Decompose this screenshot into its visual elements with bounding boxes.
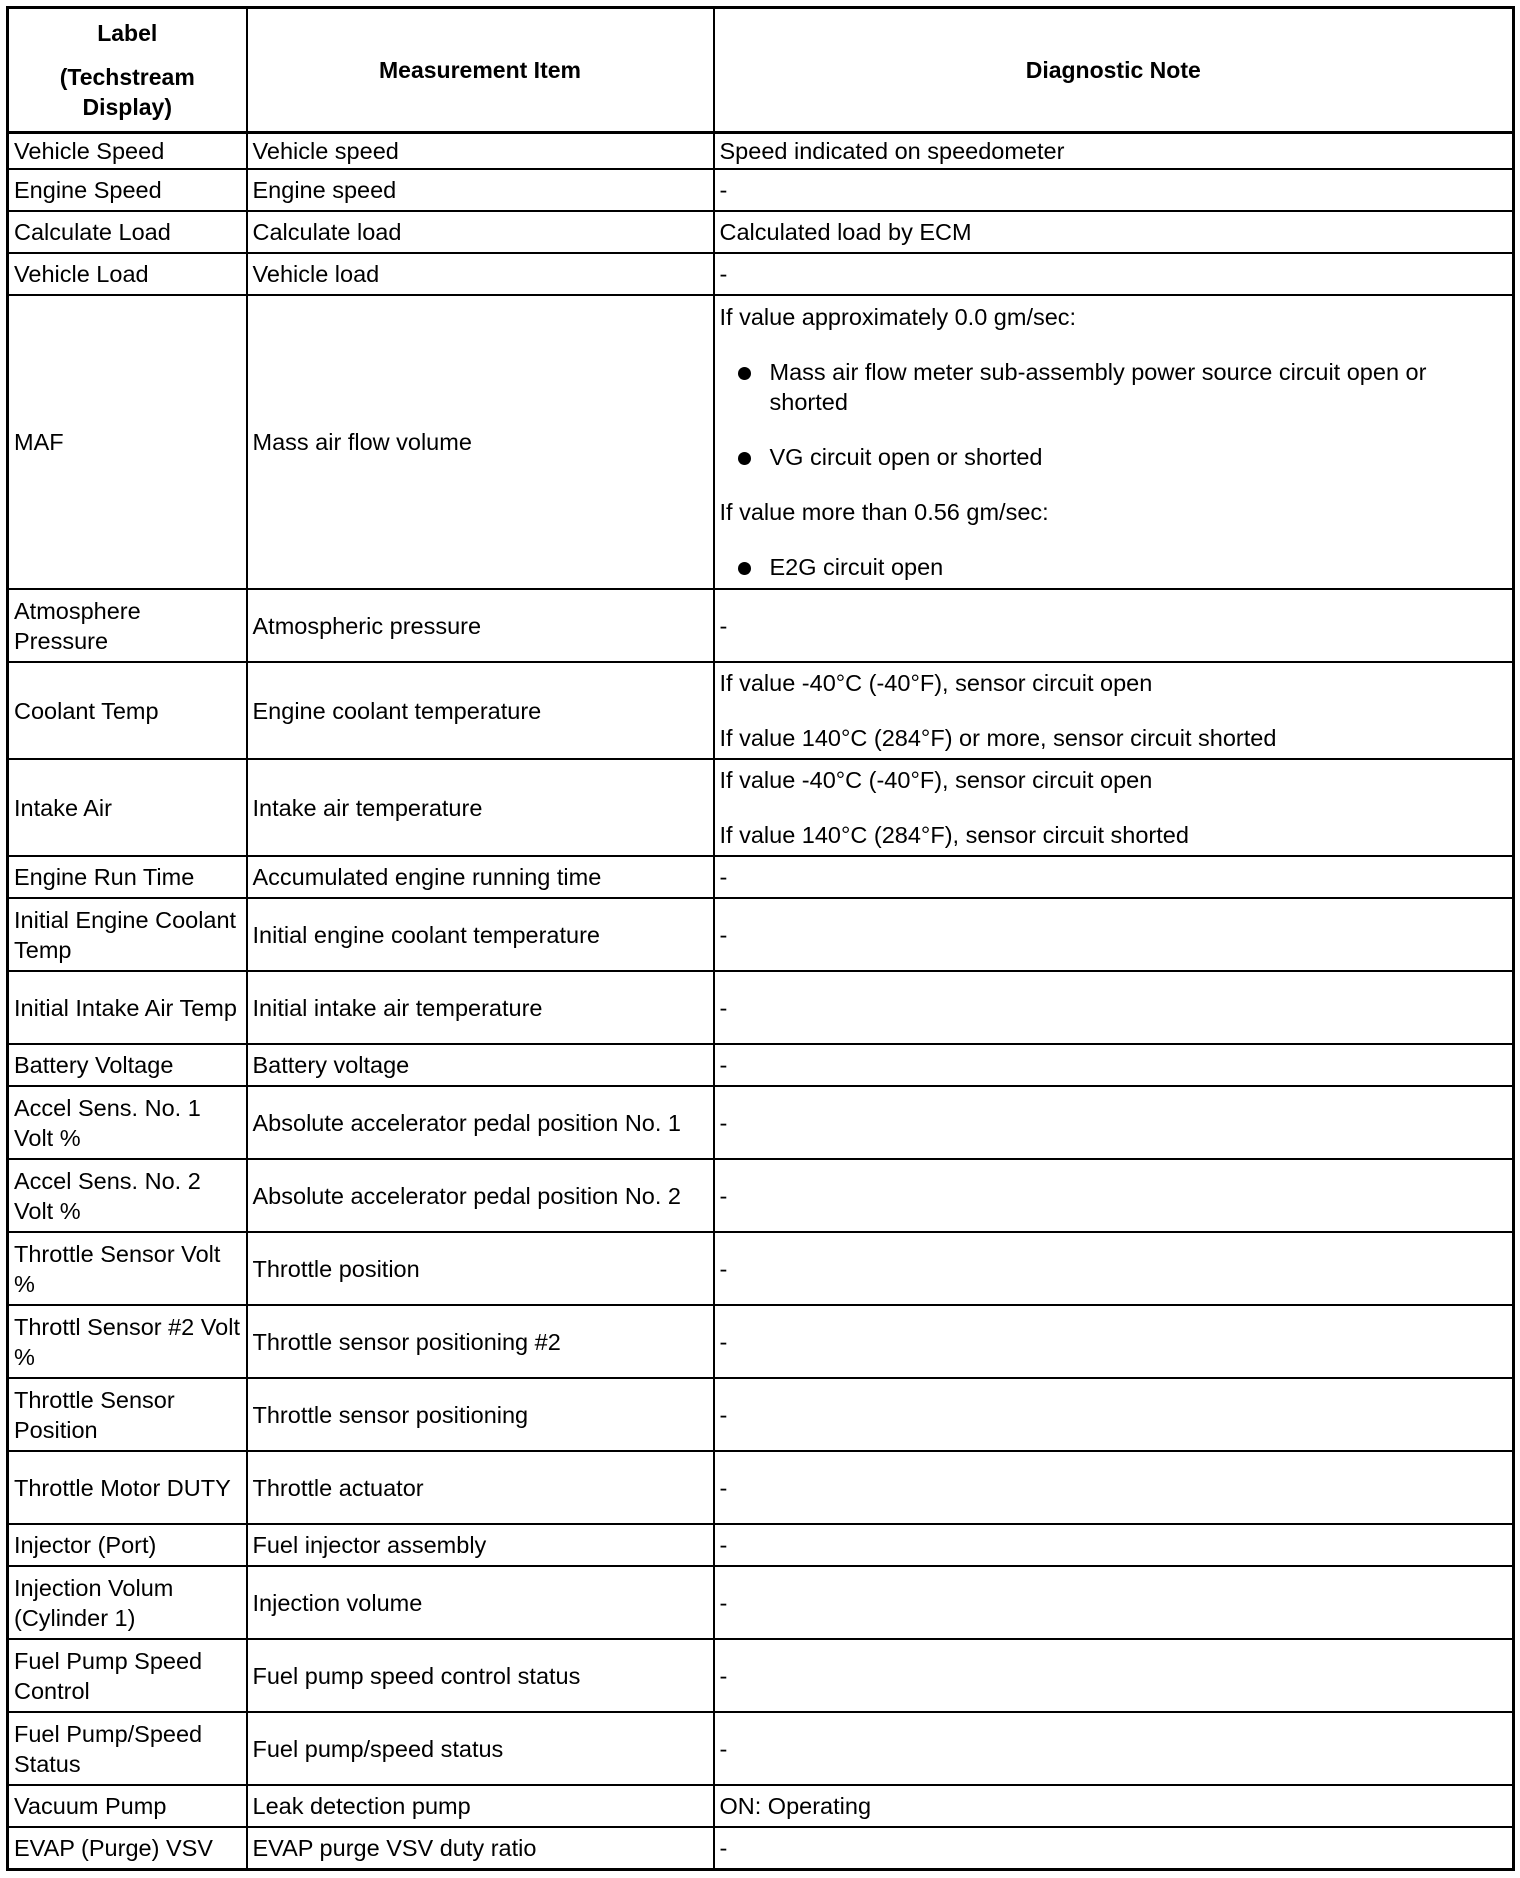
cell-label: Fuel Pump Speed Control [8,1639,247,1712]
cell-note: - [714,1566,1514,1639]
table-row [8,253,1514,295]
cell-note: - [714,169,1514,211]
cell-label: Vehicle Speed [8,133,247,170]
cell-label: Accel Sens. No. 2 Volt % [8,1159,247,1232]
list-item: E2G circuit open [738,552,1508,582]
table-row [8,1712,1514,1785]
note-bullet-list [720,357,1508,472]
cell-label: Intake Air [8,759,247,856]
table-row [8,169,1514,211]
cell-item: Initial intake air temperature [247,971,714,1044]
bullet-icon [738,367,751,380]
cell-label: Coolant Temp [8,662,247,759]
table-row [8,1566,1514,1639]
cell-label: Engine Speed [8,169,247,211]
cell-note: Speed indicated on speedometer [714,133,1514,170]
cell-note: - [714,1827,1514,1869]
cell-note: - [714,1086,1514,1159]
cell-item: Injection volume [247,1566,714,1639]
cell-label: Injection Volum (Cylinder 1) [8,1566,247,1639]
table-row [8,856,1514,898]
cell-item: Absolute accelerator pedal position No. 1 [247,1086,714,1159]
cell-label: Fuel Pump/Speed Status [8,1712,247,1785]
cell-note: - [714,1159,1514,1232]
bullet-icon [738,562,751,575]
cell-item: Initial engine coolant temperature [247,898,714,971]
cell-note: - [714,856,1514,898]
table-row [8,211,1514,253]
cell-note: - [714,253,1514,295]
cell-label: Throttle Sensor Position [8,1378,247,1451]
table-row [8,133,1514,170]
cell-label: Initial Engine Coolant Temp [8,898,247,971]
note-bullet-list [720,552,1508,582]
note-text: If value more than 0.56 gm/sec: [719,499,1049,525]
data-list-table [6,6,1515,1871]
cell-note: - [714,971,1514,1044]
cell-label: Battery Voltage [8,1044,247,1086]
cell-item: Engine coolant temperature [247,662,714,759]
cell-item: Fuel pump speed control status [247,1639,714,1712]
cell-label: MAF [8,295,247,589]
cell-item: Throttle actuator [247,1451,714,1524]
cell-label: Engine Run Time [8,856,247,898]
cell-label: Initial Intake Air Temp [8,971,247,1044]
cell-label: Vehicle Load [8,253,247,295]
list-item: Mass air flow meter sub-assembly power source circuit open or shorted [738,357,1508,417]
table-row [8,1086,1514,1159]
cell-note [714,295,1514,589]
cell-label: Calculate Load [8,211,247,253]
cell-item: Atmospheric pressure [247,589,714,662]
cell-item: Fuel injector assembly [247,1524,714,1566]
cell-item: Intake air temperature [247,759,714,856]
cell-label: Throttle Sensor Volt % [8,1232,247,1305]
cell-note: - [714,1232,1514,1305]
table-row [8,589,1514,662]
cell-label: Accel Sens. No. 1 Volt % [8,1086,247,1159]
cell-item: Leak detection pump [247,1785,714,1827]
cell-item: Throttle sensor positioning [247,1378,714,1451]
cell-note: - [714,1639,1514,1712]
list-item: VG circuit open or shorted [738,442,1508,472]
header-label: Label (Techstream Display) [8,8,247,133]
cell-note: - [714,898,1514,971]
table-row [8,1639,1514,1712]
cell-item: Throttle sensor positioning #2 [247,1305,714,1378]
cell-item: Engine speed [247,169,714,211]
cell-label: Throttle Motor DUTY [8,1451,247,1524]
cell-note: - [714,589,1514,662]
cell-note: - [714,1305,1514,1378]
cell-note: - [714,1712,1514,1785]
cell-label: EVAP (Purge) VSV [8,1827,247,1869]
cell-item: Calculate load [247,211,714,253]
table-row [8,1159,1514,1232]
table-row [8,971,1514,1044]
table-row [8,1044,1514,1086]
cell-item: Mass air flow volume [247,295,714,589]
cell-note: - [714,1044,1514,1086]
table-header-row [8,8,1514,133]
table-row [8,662,1514,759]
cell-item: Accumulated engine running time [247,856,714,898]
table-row [8,759,1514,856]
cell-note: ON: Operating [714,1785,1514,1827]
cell-item: Vehicle load [247,253,714,295]
cell-note: If value -40°C (-40°F), sensor circuit open If value 140°C (284°F) or more, sensor circuit shorted [714,662,1514,759]
note-text: If value approximately 0.0 gm/sec: [719,304,1077,330]
cell-item: Battery voltage [247,1044,714,1086]
cell-note: Calculated load by ECM [714,211,1514,253]
cell-note: - [714,1451,1514,1524]
cell-note: If value -40°C (-40°F), sensor circuit open If value 140°C (284°F), sensor circuit shorted [714,759,1514,856]
header-measurement-item: Measurement Item [247,8,714,133]
cell-label: Vacuum Pump [8,1785,247,1827]
cell-label: Atmosphere Pressure [8,589,247,662]
table-row [8,1827,1514,1869]
cell-label: Injector (Port) [8,1524,247,1566]
table-row [8,1378,1514,1451]
cell-item: Absolute accelerator pedal position No. 2 [247,1159,714,1232]
cell-item: Vehicle speed [247,133,714,170]
table-row [8,295,1514,589]
bullet-icon [738,452,751,465]
table-row [8,1785,1514,1827]
table-row [8,898,1514,971]
cell-item: EVAP purge VSV duty ratio [247,1827,714,1869]
table-row [8,1232,1514,1305]
cell-label: Throttl Sensor #2 Volt % [8,1305,247,1378]
cell-note: - [714,1378,1514,1451]
cell-item: Fuel pump/speed status [247,1712,714,1785]
header-diagnostic-note: Diagnostic Note [714,8,1514,133]
table-row [8,1524,1514,1566]
cell-item: Throttle position [247,1232,714,1305]
table-row [8,1451,1514,1524]
cell-note: - [714,1524,1514,1566]
table-row [8,1305,1514,1378]
